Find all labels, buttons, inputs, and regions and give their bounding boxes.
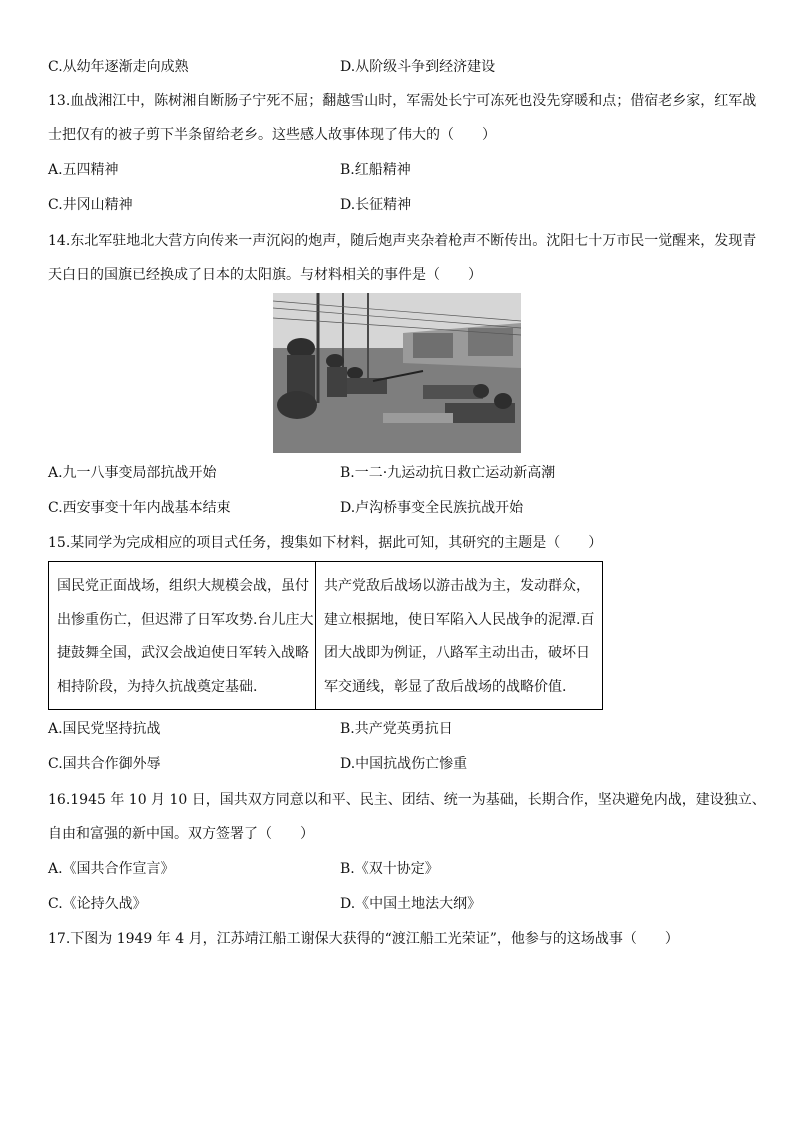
q15-table-right-line: 建立根据地，使日军陷入人民战争的泥潭.百 [324,611,595,628]
q15-table-right-line: 共产党敌后战场以游击战为主，发动群众， [324,578,590,594]
q16-stem-line1: 16.1945 年 10 月 10 日，国共双方同意以和平、民主、团结、统一为基础，长期合作，坚决避免内战，建设独立、 [48,792,766,808]
q13-option-c: C.井冈山精神 [48,197,133,213]
q13-option-a: A.五四精神 [48,162,119,178]
q14-option-a: A.九一八事变局部抗战开始 [48,465,217,481]
q13-stem-line1: 13.血战湘江中，陈树湘自断肠子宁死不屈；翻越雪山时，军需处长宁可冻死也没先穿暖和点；借宿老乡家，红军战 [48,93,757,109]
q15-option-c: C.国共合作御外辱 [48,756,161,772]
q15-option-b: B.共产党英勇抗日 [340,721,453,737]
q16-stem-line2: 自由和富强的新中国。双方签署了（ ） [48,826,314,842]
q14-stem-line1: 14.东北军驻地北大营方向传来一声沉闷的炮声，随后炮声夹杂着枪声不断传出。沈阳七十万市民一觉醒来，发现青 [48,233,757,249]
q14-stem-line2: 天白日的国旗已经换成了日本的太阳旗。与材料相关的事件是（ ） [48,267,482,283]
q14-option-b: B.一二·九运动抗日救亡运动新高潮 [340,465,556,481]
q15-table-right-cell [316,562,602,709]
q13-options-row-ab [48,160,748,180]
q12-option-d: D.从阶级斗争到经济建设 [340,59,496,75]
q14-options-row-cd [48,498,748,518]
q12-options-row-cd [48,57,748,77]
q15-options-row-ab [48,719,748,739]
q16-option-a: A.《国共合作宣言》 [48,861,175,877]
q13-stem-line2: 士把仅有的被子剪下半条留给老乡。这些感人故事体现了伟大的（ ） [48,127,496,143]
q15-stem: 15.某同学为完成相应的项目式任务，搜集如下材料，据此可知，其研究的主题是（ ） [48,535,603,551]
q14-option-d: D.卢沟桥事变全民族抗战开始 [340,500,524,516]
q15-table-right-line: 团大战即为例证，八路军主动出击，破坏日 [324,645,590,661]
soldiers-photo-illustration [273,293,521,453]
q15-option-d: D.中国抗战伤亡惨重 [340,756,468,772]
q14-option-c: C.西安事变十年内战基本结束 [48,500,231,516]
q12-option-c: C.从幼年逐渐走向成熟 [48,59,189,75]
q16-options-row-ab [48,859,748,879]
q16-option-b: B.《双十协定》 [340,861,439,877]
q15-options-row-cd [48,754,748,774]
q15-table-left-cell [49,562,316,709]
q16-option-d: D.《中国土地法大纲》 [340,896,482,912]
q13-option-d: D.长征精神 [340,197,412,213]
q15-material-table [48,561,603,710]
q13-options-row-cd [48,195,748,215]
q13-option-b: B.红船精神 [340,162,411,178]
q16-option-c: C.《论持久战》 [48,896,147,912]
q14-options-row-ab [48,463,748,483]
q17-stem: 17.下图为 1949 年 4 月，江苏靖江船工谢保大获得的“渡江船工光荣证”，他参与的这场战事（ ） [48,931,679,947]
q15-table-left-line: 捷鼓舞全国，武汉会战迫使日军转入战略 [57,645,309,661]
q15-table-left-line: 国民党正面战场，组织大规模会战，虽付 [57,578,309,594]
q15-table-right-line: 军交通线，彰显了敌后战场的战略价值. [324,678,567,695]
q15-table-left-line: 相持阶段，为持久抗战奠定基础. [57,678,258,695]
q14-historical-photo [273,293,521,453]
q15-table-left-line: 出惨重伤亡，但迟滞了日军攻势.台儿庄大 [57,611,314,628]
q16-options-row-cd [48,894,748,914]
q15-option-a: A.国民党坚持抗战 [48,721,161,737]
